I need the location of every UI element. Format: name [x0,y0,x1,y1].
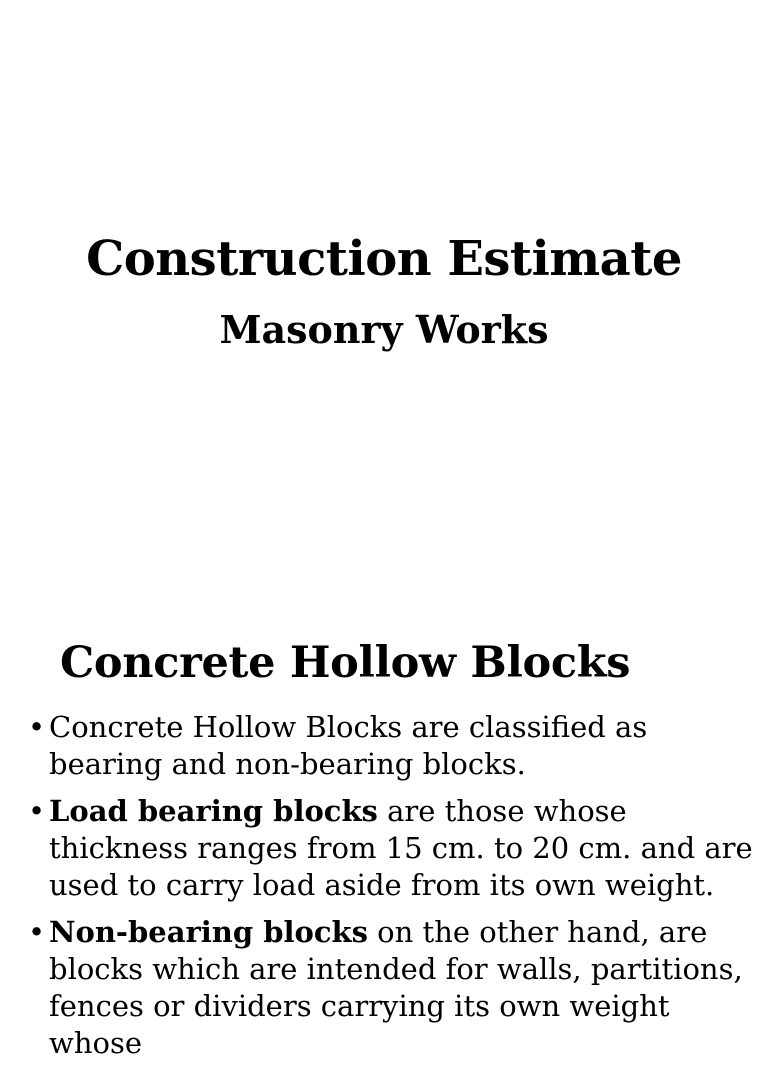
bullet-dot-icon: • [28,794,46,828]
content-slide [0,576,768,1060]
bullet-text: are those whose thickness ranges from 15 cm. to 20 cm. and are used to carry load aside from its own weight. [49,794,753,902]
bullet-dot-icon: • [28,915,46,949]
bullet-item-load-bearing [28,793,764,904]
bullet-dot-icon: • [28,710,46,744]
bullet-list [28,709,764,1072]
bullet-term: Non-bearing blocks [49,915,368,949]
bullet-text: Concrete Hollow Blocks are classified as bearing and non-bearing blocks. [49,710,648,781]
section-heading: Concrete Hollow Blocks [60,638,631,688]
bullet-item-non-bearing [28,914,764,1062]
bullet-item-classification [28,709,764,783]
slide-title: Construction Estimate [86,231,682,287]
slide-subtitle: Masonry Works [219,307,549,352]
bullet-term: Load bearing blocks [49,794,378,828]
bullet-text: on the other hand, are blocks which are intended for walls, partitions, fences or dividers carrying its own weight whose [49,915,743,1060]
